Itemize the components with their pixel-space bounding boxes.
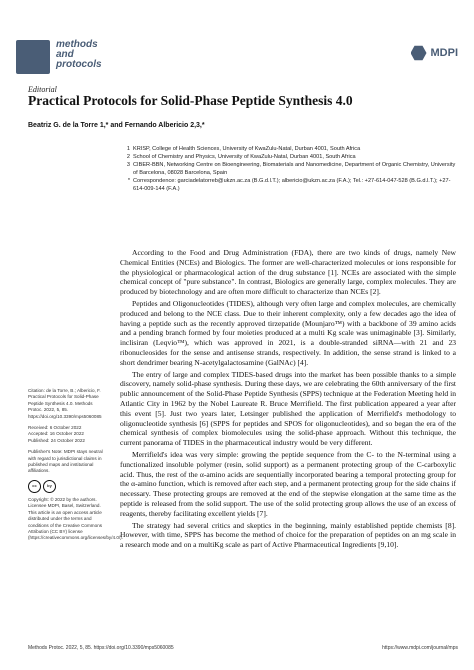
- journal-name-line: and: [56, 49, 74, 60]
- affiliations: [120, 145, 460, 193]
- publisher-name: MDPI: [430, 47, 458, 59]
- mdpi-hex-icon: [411, 45, 427, 61]
- article-type: Editorial: [28, 85, 57, 94]
- copyright-note: Copyright: © 2022 by the authors. Licensee MDPI, Basel, Switzerland. This article is an open access article distributed under the terms and conditions of the Creative Commons Attribution (CC BY) license (https://creativecommons.org/licenses/by/4.0/).: [28, 496, 123, 541]
- correspondence: [120, 177, 460, 193]
- affiliation-item: [120, 153, 460, 161]
- article-sidebar: [28, 388, 123, 547]
- article-title: Practical Protocols for Solid-Phase Peptide Synthesis 4.0: [28, 93, 353, 108]
- body-paragraph: According to the Food and Drug Administration (FDA), there are two kinds of drugs, namely New Chemical Entities (NCEs) and Biologics. The former are well-characterized molecules or ions responsible for the physiological or pharmacological action of the drug substance [1]. NCEs are associated with the simple chemical concept of "pure substance". In contrast, Biologics are generally large, complex molecules. They are produced by biotechnology and are often more difficult to characterize than NCEs [2].: [120, 248, 456, 297]
- footer-citation: Methods Protoc. 2022, 5, 85. https://doi.org/10.3390/mps5060085: [28, 645, 174, 651]
- affiliation-mark: 3: [126, 162, 130, 168]
- attribution-icon: by: [43, 480, 56, 493]
- journal-logo-icon: [16, 40, 50, 74]
- affiliation-text: CIBER-BBN, Networking Centre on Bioengineering, Biomaterials and Nanomedicine, Department of Organic Chemistry, University of Barcelona, 08028 Barcelona, Spain: [133, 162, 456, 176]
- affiliation-item: [120, 161, 460, 177]
- journal-name-line: methods: [56, 39, 98, 50]
- article-body: [120, 248, 456, 552]
- creative-commons-icon: cc: [28, 480, 41, 493]
- received-date: Received: 6 October 2022: [28, 425, 82, 431]
- author-list: Beatriz G. de la Torre 1,* and Fernando Albericio 2,3,*: [28, 122, 205, 129]
- accepted-date: Accepted: 16 October 2022: [28, 431, 84, 437]
- affiliation-item: [120, 145, 460, 153]
- affiliation-mark: 1: [126, 146, 130, 152]
- publisher-note: Publisher's Note: MDPI stays neutral with regard to jurisdictional claims in published maps and institutional affiliations.: [28, 449, 103, 474]
- affiliation-mark: 2: [126, 154, 130, 160]
- affiliation-mark: *: [127, 178, 130, 184]
- body-paragraph: The entry of large and complex TIDES-based drugs into the market has been possible thanks to a simple discovery, namely solid-phase synthesis. During these days, we are celebrating the 60th anniversary of the first public announcement of the Solid-Phase Peptide Synthesis (SPPS) technique at the Federation Meeting held in Atlantic City in 1962 by the Nobel Laureate R. Bruce Merrifield. The first publication appeared a year after this event [5]. Just two years later, Letsinger published the application of Merrifield's methodology to oligonucleotide synthesis [6] (SPPS for peptides and SPOS for oligonucleotides), and so began the era of the chemical synthesis of complex biomolecules using the solid-phase approach. Without this technique, the current panorama of TIDES in the pharmaceutical industry would be very different.: [120, 369, 456, 448]
- publisher-logo: [398, 40, 458, 66]
- published-date: Published: 24 October 2022: [28, 437, 85, 443]
- body-paragraph: Peptides and Oligonucleotides (TIDES), although very often large and complex molecules, are chemically produced and belong to the NCE class. Due to their inherent complexity, only a few decades ago the idea of having a peptide such as the recently approved tirzepatide (Mounjaro™) with a backbone of 39 amino acids and a pending branch formed by four moieties produced at a multi Kg scale was unimaginable [3]. Similarly, inclisiran (Leqvio™), which was approved in 2021, is a double-stranded siRNA—with 21 and 23 ribonucleosides for the sense and antisense strands, respectively. In addition, the sense strand is linked to a short dendrimer bearing N-acetylgalactosamine (GalNAc) [4].: [120, 298, 456, 367]
- journal-name-line: protocols: [56, 59, 102, 70]
- body-paragraph: The strategy had several critics and skeptics in the beginning, mainly established peptide chemists [8]. However, with time, SPPS has become the method of choice for the preparation of peptides on an mg scale in a research mode and on a multiKg scale as part of Active Pharmaceutical Ingredients [9,10].: [120, 520, 456, 550]
- correspondence-text: Correspondence: garciadelatorreb@ukzn.ac.za (B.G.d.l.T.); albericio@ukzn.ac.za (F.A.); Tel.: +27-614-047-528 (B.G.d.l.T.); +27-614-009-144 (F.A.): [133, 178, 451, 192]
- cc-license-badge[interactable]: [28, 480, 108, 493]
- journal-name: [56, 40, 136, 70]
- page-footer: [28, 645, 458, 651]
- dates: [28, 425, 108, 444]
- body-paragraph: Merrifield's idea was very simple: growing the peptide sequence from the C- to the N-terminal using a functionalized insoluble polymer (resin, solid support) as a permanent protecting group of the C-carboxylic acid. Thus, the rest of the α-amino acids are sequentially incorporated bearing a temporal protecting group for the α-amino function, which is removed after each step, and a permanent protecting group for the side chains if necessary. These protecting groups are removed at the end of the stepwise elongation at the same time as the peptide is released from the solid support. The use of the solid protecting group allows the use of an excess of reagents, thereby facilitating excellent yields [7].: [120, 449, 456, 518]
- affiliation-text: School of Chemistry and Physics, University of KwaZulu-Natal, Durban 4001, South Africa: [133, 154, 356, 160]
- affiliation-text: KRISP, College of Health Sciences, University of KwaZulu-Natal, Durban 4001, South Africa: [133, 146, 361, 152]
- footer-journal-link[interactable]: https://www.mdpi.com/journal/mps: [382, 645, 458, 651]
- citation-note: Citation: de la Torre, B.; Albericio, F. Practical Protocols for Solid-Phase Peptide Synthesis 4.0. Methods Protoc. 2022, 5, 85. https://doi.org/10.3390/mps5060085: [28, 388, 102, 419]
